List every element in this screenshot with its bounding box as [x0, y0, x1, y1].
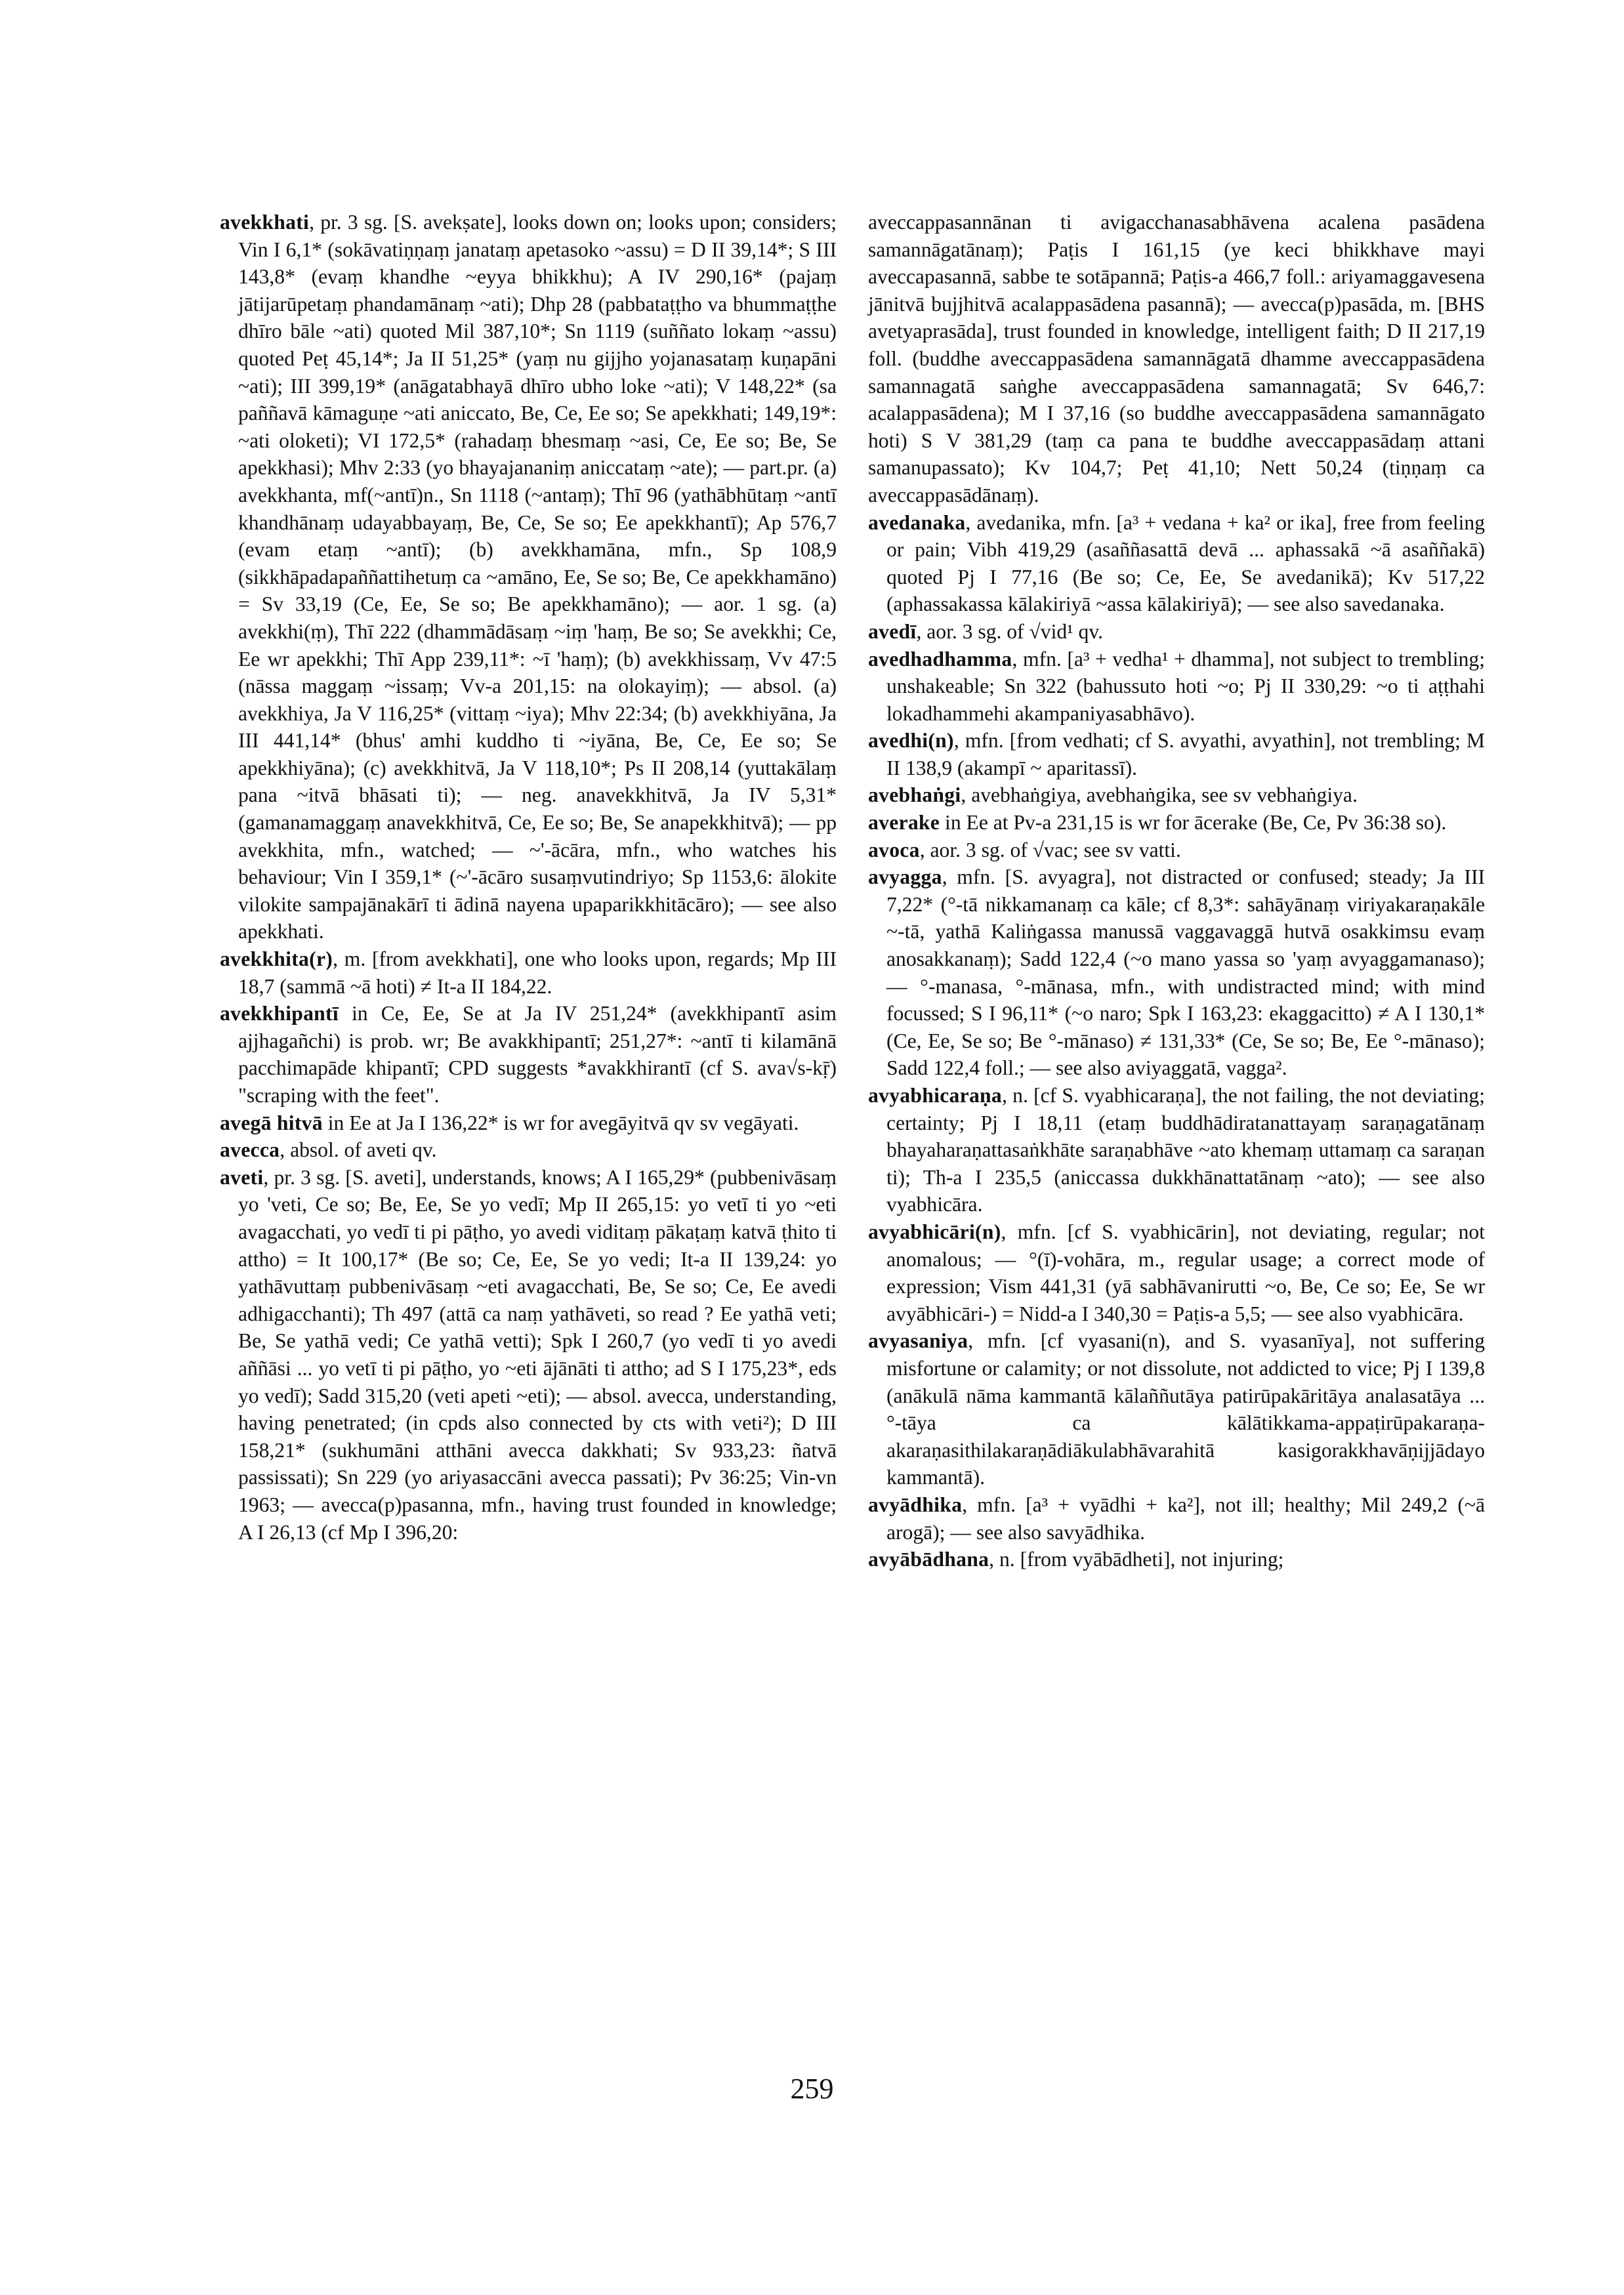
dictionary-entry: [868, 1082, 1485, 1218]
entry-body: , mfn. [from vedhati; cf S. avyathi, avyathin], not trembling; M II 138,9 (akampī ~ aparitassī).: [886, 729, 1485, 779]
entry-headword: avebhaṅgi: [868, 783, 961, 807]
dictionary-entry: [220, 945, 837, 1000]
entry-body: , m. [from avekkhati], one who looks upon, regards; Mp III 18,7 (sammā ~ā hoti) ≠ It-a II 184,22.: [238, 947, 837, 998]
entry-headword: averake: [868, 811, 940, 835]
entry-headword: aveti: [220, 1165, 264, 1189]
dictionary-entry: [868, 509, 1485, 618]
dictionary-entry: [868, 837, 1485, 864]
entry-body: , avedanika, mfn. [a³ + vedana + ka² or ika], free from feeling or pain; Vibh 419,29 (asaññasattā devā ... aphassakā ~ā asaññakā) quoted Pj I 77,16 (Be so; Ce, Ee, Se avedanikā); Kv 517,22 (aphassakassa kālakiriyā ~assa kālakiriyā); — see also savedanaka.: [886, 510, 1485, 616]
dictionary-entry: [868, 1491, 1485, 1546]
left-column: [220, 209, 837, 1546]
entry-headword: avedhi(n): [868, 729, 954, 753]
dictionary-entry: [868, 1327, 1485, 1491]
entry-body: , n. [from vyābādheti], not injuring;: [989, 1548, 1284, 1571]
entry-headword: avyādhika: [868, 1493, 963, 1516]
right-column: [868, 209, 1485, 1573]
continued-entry: [868, 209, 1485, 509]
entry-body: in Ee at Pv-a 231,15 is wr for ācerake (Be, Ce, Pv 36:38 so).: [940, 811, 1447, 835]
entry-body: in Ce, Ee, Se at Ja IV 251,24* (avekkhipantī asim ajjhagañchi) is prob. wr; Be avakkhipantī; 251,27*: ~antī ti kilamānā pacchimapāde khipantī; CPD suggests *avakkhirantī (cf S. ava√s-kṝ) "scraping with the feet".: [238, 1002, 837, 1107]
entry-body: in Ee at Ja I 136,22* is wr for avegāyitvā qv sv vegāyati.: [322, 1111, 799, 1134]
dictionary-entry: [868, 1218, 1485, 1327]
entry-headword: avyabhicāri(n): [868, 1220, 1001, 1243]
dictionary-entry: [220, 1136, 837, 1164]
entry-body: , n. [cf S. vyabhicaraṇa], the not failing, the not deviating; certainty; Pj I 18,11 (etaṃ buddhādiratanattayaṃ saraṇagatānaṃ bhayaharaṇattasaṅkhāte saraṇabhāve ~ato khemaṃ uttamaṃ ca saraṇan ti); Th-a I 235,5 (aniccassa dukkhānattatānaṃ ~ato); — see also vyabhicāra.: [886, 1084, 1485, 1216]
dictionary-entry: [868, 863, 1485, 1082]
entry-headword: avedanaka: [868, 510, 966, 534]
entry-headword: avecca: [220, 1138, 280, 1162]
entry-headword: avoca: [868, 838, 920, 861]
entry-body: , mfn. [a³ + vedha¹ + dhamma], not subject to trembling; unshakeable; Sn 322 (bahussuto hoti ~o; Pj II 330,29: ~o ti aṭṭhahi lokadhammehi akampaniyasabhāvo).: [886, 647, 1485, 725]
entry-body: , mfn. [cf vyasani(n), and S. vyasanīya], not suffering misfortune or calamity; or not dissolute, not addicted to vice; Pj I 139,8 (anākulā nāma kammantā kālaññutāya patirūpakāritāya analasatāya ... °-tāya ca kālātikkama-appaṭirūpakaraṇa-akaraṇasithilakaraṇādiākulabhāvarahitā kasigorakkhavāṇijjādayo kammantā).: [886, 1329, 1485, 1489]
dictionary-entry: [868, 727, 1485, 781]
entry-headword: avyābādhana: [868, 1548, 989, 1571]
entry-headword: avekkhati: [220, 211, 310, 234]
entry-headword: avedī: [868, 619, 917, 643]
dictionary-entry: [868, 1546, 1485, 1573]
dictionary-entry: [868, 646, 1485, 728]
dictionary-entry: [868, 809, 1485, 837]
entry-body: , aor. 3 sg. of √vid¹ qv.: [916, 619, 1103, 643]
entry-headword: avekkhipantī: [220, 1002, 339, 1025]
entry-body: , aor. 3 sg. of √vac; see sv vatti.: [919, 838, 1181, 861]
dictionary-entry: [868, 618, 1485, 646]
page-number: 259: [790, 2073, 834, 2105]
entry-body: , avebhaṅgiya, avebhaṅgika, see sv vebhaṅgiya.: [961, 783, 1358, 807]
entry-headword: avegā hitvā: [220, 1111, 323, 1134]
entry-body: aveccappasannānan ti avigacchanasabhāvena acalena pasādena samannāgatānaṃ); Paṭis I 161,15 (ye keci bhikkhave mayi aveccapasannā, sabbe te sotāpannā; Paṭis-a 466,7 foll.: ariyamaggavesena jānitvā bujjhitvā acalappasādena pasannā); — avecca(p)pasāda, m. [BHS avetyaprasāda], trust founded in knowledge, intelligent faith; D II 217,19 foll. (buddhe aveccappasādena samannāgatā dhamme aveccappasādena samannagatā saṅghe aveccappasādena samannagatā; Sv 646,7: acalappasādena); M I 37,16 (so buddhe aveccappasādena samannāgato hoti) S V 381,29 (taṃ ca pana te buddhe aveccappasādaṃ attani samanupassato); Kv 104,7; Peṭ 41,10; Nett 50,24 (tiṇṇaṃ ca aveccappasādānaṃ).: [868, 211, 1485, 507]
dictionary-entry: [220, 1109, 837, 1137]
entry-body: , pr. 3 sg. [S. aveti], understands, knows; A I 165,29* (pubbenivāsaṃ yo 'veti, Ce so; Be, Ee, Se yo vedī; Mp II 265,15: yo vetī ti yo ~eti avagacchati, yo vedī ti pi pāṭho, yo avedi viditaṃ pākaṭaṃ katvā ṭhito ti attho) = It 100,17* (Be so; Ce, Ee, Se yo vedi; It-a II 139,24: yo yathāvuttaṃ pubbenivāsaṃ ~eti avagacchati, Be, Se so; Ce, Ee avedi adhigacchanti); Th 497 (attā ca naṃ yathāveti, so read ? Ee yathā veti; Be, Se yathā vedi; Ce yathā vetti); Spk I 260,7 (yo vedī ti yo avedi aññāsi ... yo vetī ti pi pāṭho, yo ~eti ājānāti ti attho; ad S I 175,23*, eds yo vedī); Sadd 315,20 (veti apeti ~eti); — absol. avecca, understanding, having penetrated; (in cpds also connected by cts with veti²); D III 158,21* (sukhumāni atthāni avecca dakkhati; Sv 933,23: ñatvā passissati); Sn 229 (yo ariyasaccāni avecca passati); Pv 36:25; Vin-vn 1963; — avecca(p)pasanna, mfn., having trust founded in knowledge; A I 26,13 (cf Mp I 396,20:: [238, 1165, 837, 1544]
entry-body: , absol. of aveti qv.: [280, 1138, 437, 1162]
entry-headword: avyasaniya: [868, 1329, 968, 1353]
entry-headword: avyagga: [868, 865, 942, 889]
dictionary-entry: [868, 781, 1485, 809]
entry-headword: avedhadhamma: [868, 647, 1012, 671]
entry-body: , mfn. [cf S. vyabhicārin], not deviating, regular; not anomalous; — °(ī)-vohāra, m., regular usage; a correct mode of expression; Vism 441,31 (yā sabhāvanirutti ~o, Be, Ce so; Ee, Se wr avyābhicāri-) = Nidd-a I 340,30 = Paṭis-a 5,5; — see also vyabhicāra.: [886, 1220, 1485, 1325]
dictionary-entry: [220, 1000, 837, 1109]
entry-headword: avyabhicaraṇa: [868, 1084, 1003, 1107]
entry-body: , mfn. [S. avyagra], not distracted or confused; steady; Ja III 7,22* (°-tā nikkamanaṃ ca kāle; cf 8,3*: sahāyānaṃ viriyakaraṇakāle ~-tā, yathā Kaliṅgassa manussā vaggavaggā hutvā osakkimsu evaṃ anosakkanaṃ); Sadd 122,4 (~o mano yassa so 'yaṃ avyaggamanaso); — °-manasa, °-mānasa, mfn., with undistracted mind; with mind focussed; S I 96,11* (~o naro; Spk I 163,23: ekaggacitto) ≠ A I 130,1* (Ce, Ee, Se so; Be °-mānaso) ≠ 131,33* (Ce, Se so; Be, Ee °-mānaso); Sadd 122,4 foll.; — see also aviyaggatā, vagga².: [886, 865, 1485, 1080]
entry-headword: avekkhita(r): [220, 947, 333, 971]
entry-body: , pr. 3 sg. [S. avekṣate], looks down on; looks upon; considers; Vin I 6,1* (sokāvatiṇṇaṃ janataṃ apetasoko ~assu) = D II 39,14*; S III 143,8* (evaṃ khandhe ~eyya bhikkhu); A IV 290,16* (pajaṃ jātijarūpetaṃ phandamānaṃ ~ati); Dhp 28 (pabbataṭṭho va bhummaṭṭhe dhīro bāle ~ati) quoted Mil 387,10*; Sn 1119 (suññato lokaṃ ~assu) quoted Peṭ 45,14*; Ja II 51,25* (yaṃ nu gijjho yojanasataṃ kuṇapāni ~ati); III 399,19* (anāgatabhayā dhīro ubho loke ~ati); V 148,22* (sa paññavā kāmaguṇe ~ati aniccato, Be, Ce, Ee so; Se apekkhati; 149,19*: ~ati oloketi); VI 172,5* (rahadaṃ bhesmaṃ ~asi, Ce, Ee so; Be, Se apekkhasi); Mhv 2:33 (yo bhayajananiṃ aniccataṃ ~ate); — part.pr. (a) avekkhanta, mf(~antī)n., Sn 1118 (~antaṃ); Thī 96 (yathābhūtaṃ ~antī khandhānaṃ udayabbayaṃ, Be, Ce, Se so; Ee apekkhantī); Ap 576,7 (evam etaṃ ~antī); (b) avekkhamāna, mfn., Sp 108,9 (sikkhāpadapaññattihetuṃ ca ~amāno, Ee, Se so; Be, Ce apekkhamāno) = Sv 33,19 (Ce, Ee, Se so; Be apekkhamāno); — aor. 1 sg. (a) avekkhi(ṃ), Thī 222 (dhammādāsaṃ ~iṃ 'haṃ, Be so; Se avekkhi; Ce, Ee wr apekkhi; Thī App 239,11*: ~ī 'haṃ); (b) avekkhissaṃ, Vv 47:5 (nāssa maggaṃ ~issaṃ; Vv-a 201,15: na olokayiṃ); — absol. (a) avekkhiya, Ja V 116,25* (vittaṃ ~iya); Mhv 22:34; (b) avekkhiyāna, Ja III 441,14* (bhus' amhi kuddho ti ~iyāna, Be, Ce, Ee so; Se apekkhiyāna); (c) avekkhitvā, Ja V 118,10*; Ps II 208,14 (yuttakālaṃ pana ~itvā bhāsati ti); — neg. anavekkhitvā, Ja IV 5,31* (gamanamaggaṃ anavekkhitvā, Ce, Ee so; Be, Se anapekkhitvā); — pp avekkhita, mfn., watched; — ~'-ācāra, mfn., who watches his behaviour; Vin I 359,1* (~'-ācāro susaṃvutindriyo; Sp 1153,6: ālokite vilokite sampajānakārī ti ādinā nayena upaparikkhitācāro); — see also apekkhati.: [238, 211, 837, 943]
dictionary-entry: [220, 209, 837, 945]
dictionary-entry: [220, 1164, 837, 1546]
entry-body: , mfn. [a³ + vyādhi + ka²], not ill; healthy; Mil 249,2 (~ā arogā); — see also savyādhika.: [886, 1493, 1485, 1544]
